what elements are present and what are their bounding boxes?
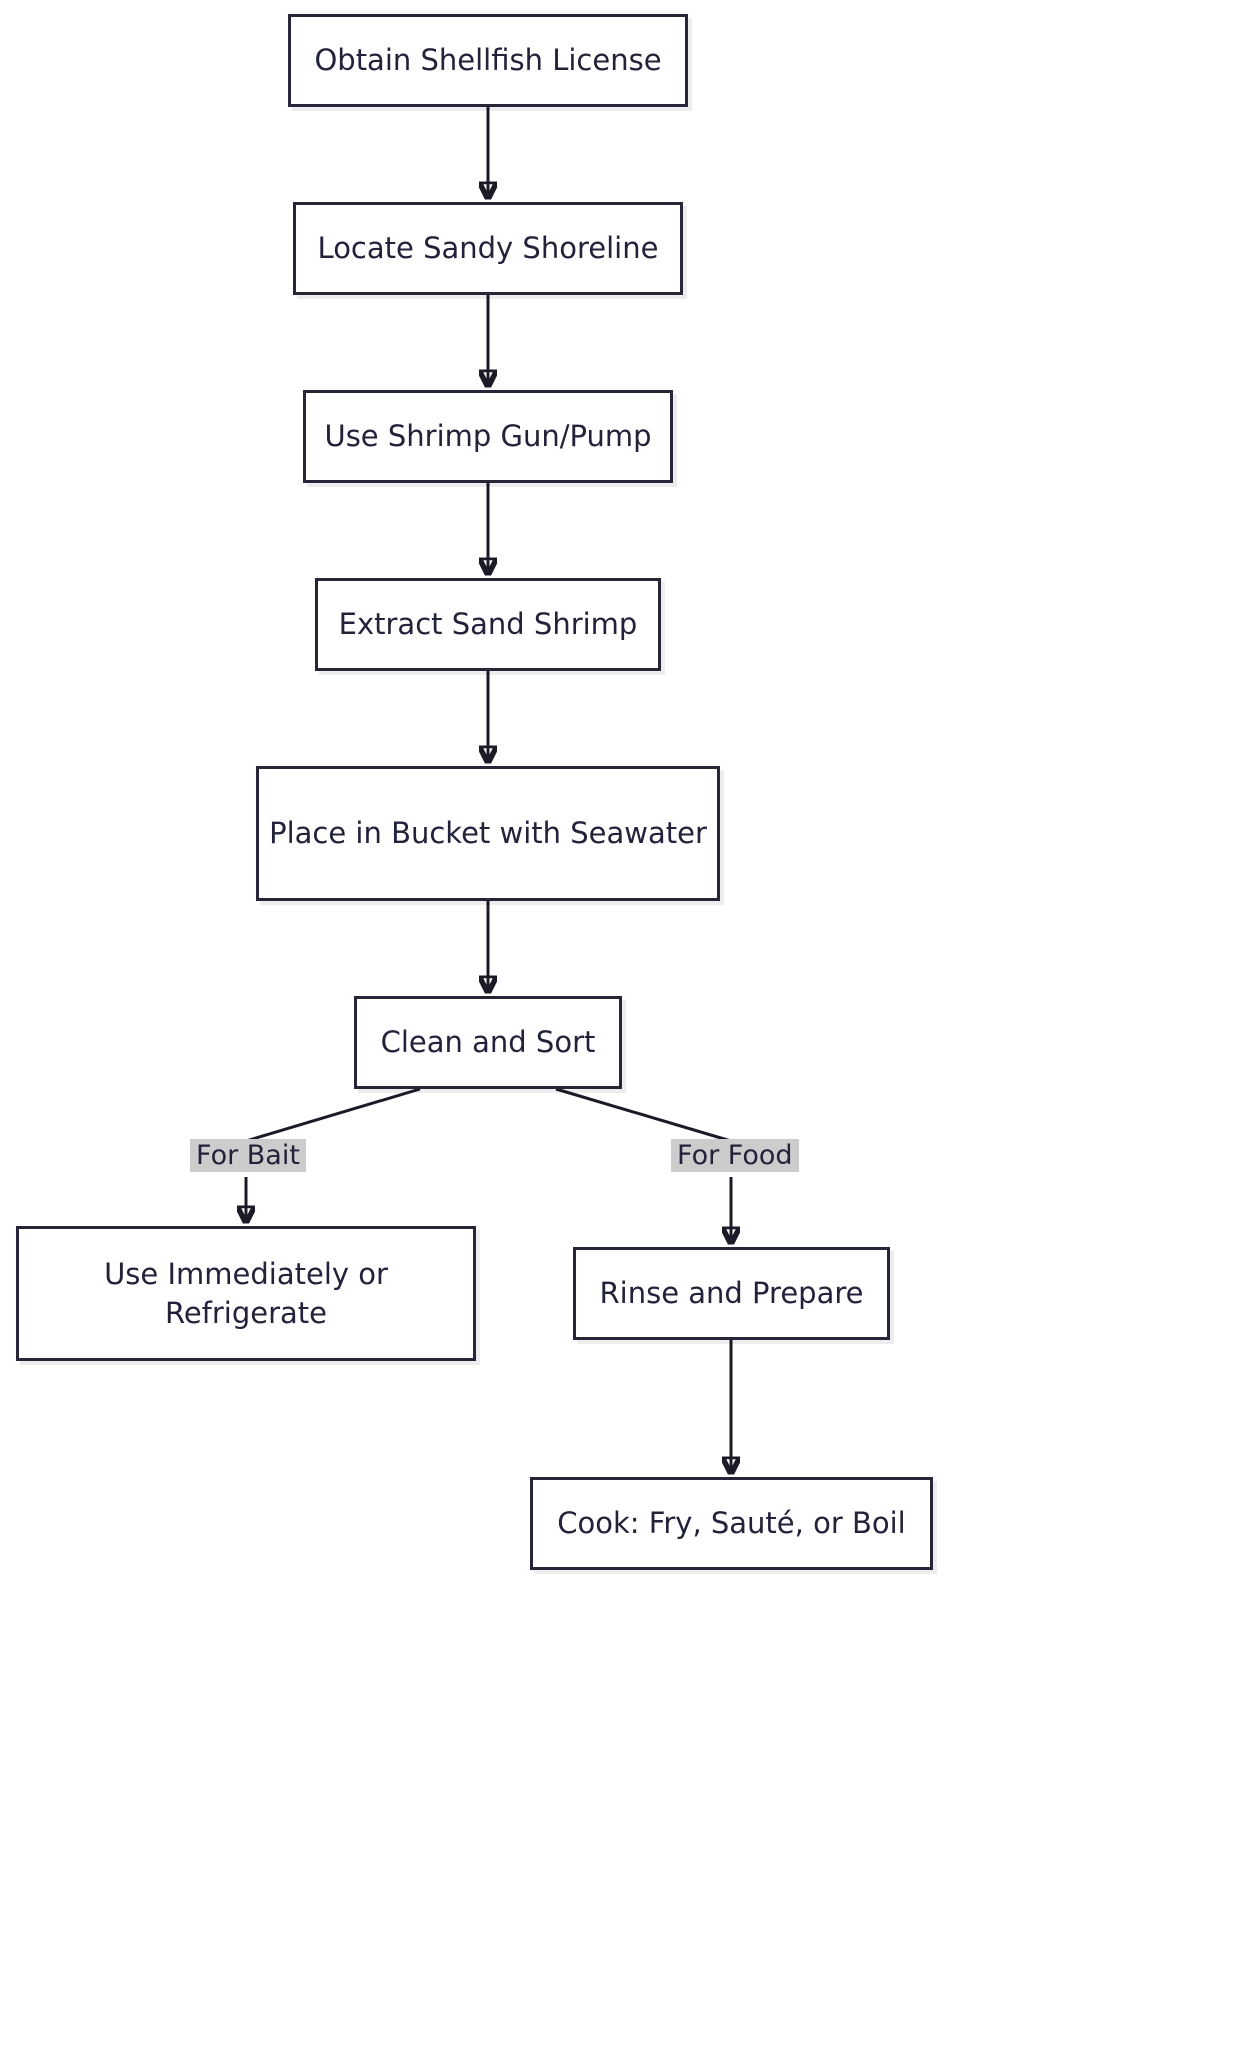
node-use-shrimp-gun-pump[interactable]	[303, 390, 673, 483]
connector-6-bait	[246, 1089, 420, 1141]
node-cook-fry-saute-or-boil[interactable]	[530, 1477, 933, 1570]
node-place-in-bucket-with-seawater[interactable]	[256, 766, 720, 901]
node-label: Place in Bucket with Seawater	[269, 816, 707, 851]
node-label: Clean and Sort	[380, 1025, 596, 1060]
node-use-immediately-or-refrigerate[interactable]	[16, 1226, 476, 1361]
edge-label-for-food	[671, 1139, 799, 1172]
node-label: Obtain Shellfish License	[314, 43, 662, 78]
node-label: Cook: Fry, Sauté, or Boil	[557, 1506, 906, 1541]
node-label: Extract Sand Shrimp	[338, 607, 638, 642]
node-locate-sandy-shoreline[interactable]	[293, 202, 683, 295]
edge-label-text: For Bait	[196, 1140, 300, 1171]
connector-6-food	[556, 1089, 731, 1141]
edge-label-text: For Food	[677, 1140, 793, 1171]
node-label: Use Shrimp Gun/Pump	[324, 419, 652, 454]
node-clean-and-sort[interactable]	[354, 996, 622, 1089]
node-obtain-shellfish-license[interactable]	[288, 14, 688, 107]
node-label: Locate Sandy Shoreline	[317, 231, 659, 266]
edge-label-for-bait	[190, 1139, 306, 1172]
node-rinse-and-prepare[interactable]	[573, 1247, 890, 1340]
node-extract-sand-shrimp[interactable]	[315, 578, 661, 671]
node-label: Use Immediately or Refrigerate	[104, 1257, 388, 1330]
node-label: Rinse and Prepare	[599, 1276, 864, 1311]
